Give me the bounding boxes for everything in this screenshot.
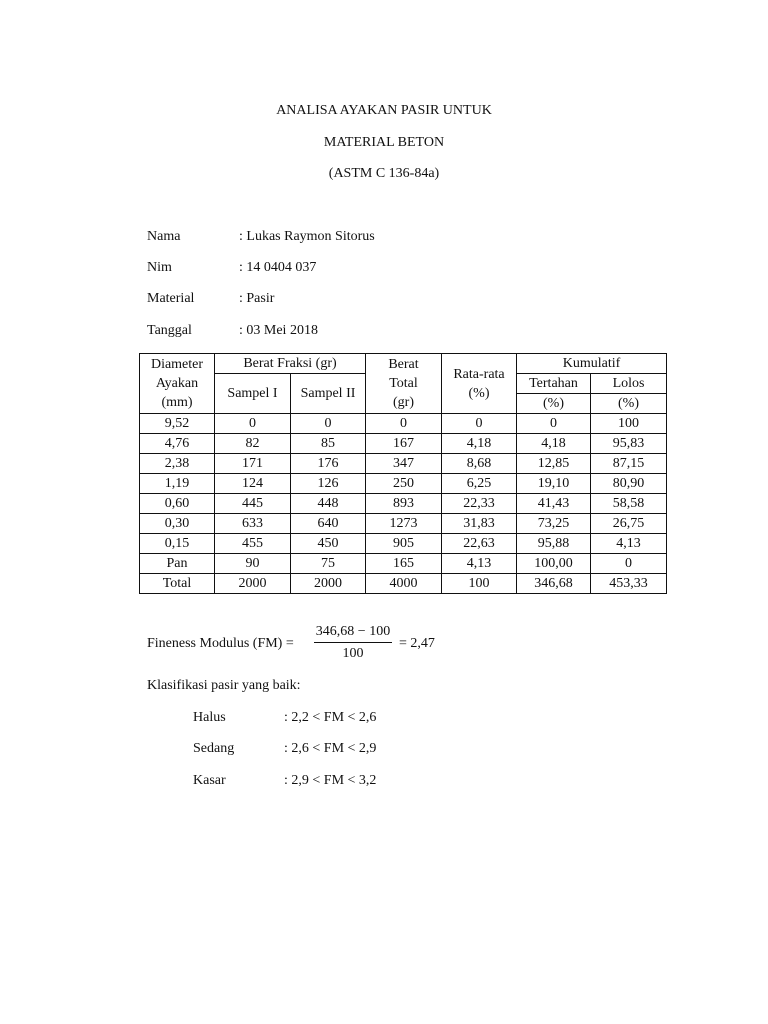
cell-lolos: 4,13 — [591, 534, 667, 554]
cell-berat-total: 0 — [366, 414, 442, 434]
cell-lolos: 87,15 — [591, 454, 667, 474]
cell-sampel-2: 448 — [291, 494, 366, 514]
table-body — [140, 414, 667, 594]
header-text: (gr) — [393, 395, 414, 410]
header-lolos-unit: (%) — [591, 394, 667, 414]
cell-sampel-1: 90 — [215, 554, 291, 574]
cell-sampel-2: 75 — [291, 554, 366, 574]
cell-tertahan: 73,25 — [517, 514, 591, 534]
cell-rata-rata: 8,68 — [442, 454, 517, 474]
klasifikasi-heading: Klasifikasi pasir yang baik: — [147, 678, 301, 693]
info-value: : Pasir — [239, 291, 275, 306]
cell-berat-total: 167 — [366, 434, 442, 454]
cell-sampel-2: 176 — [291, 454, 366, 474]
cell-tertahan: 19,10 — [517, 474, 591, 494]
title-line-3: (ASTM C 136-84a) — [328, 166, 440, 181]
header-kumulatif: Kumulatif — [517, 354, 667, 374]
header-tertahan-unit: (%) — [517, 394, 591, 414]
cell-rata-rata: 31,83 — [442, 514, 517, 534]
cell-lolos: 453,33 — [591, 574, 667, 594]
table-row — [140, 534, 667, 554]
cell-rata-rata: 22,63 — [442, 534, 517, 554]
cell-rata-rata: 6,25 — [442, 474, 517, 494]
header-text: Total — [389, 376, 418, 391]
cell-sampel-1: 445 — [215, 494, 291, 514]
cell-rata-rata: 22,33 — [442, 494, 517, 514]
title-line-2: MATERIAL BETON — [323, 135, 445, 150]
header-text: Ayakan — [155, 376, 199, 391]
cell-sampel-1: 171 — [215, 454, 291, 474]
header-text: (%) — [468, 385, 490, 401]
fm-label: Fineness Modulus (FM) = — [147, 636, 294, 651]
header-sampel-1: Sampel I — [215, 374, 291, 414]
header-rata-rata — [442, 354, 517, 414]
cell-berat-total: 1273 — [366, 514, 442, 534]
cell-sampel-2: 126 — [291, 474, 366, 494]
cell-lolos: 100 — [591, 414, 667, 434]
header-text: Berat — [388, 357, 419, 372]
cell-tertahan: 0 — [517, 414, 591, 434]
class-name: Kasar — [193, 773, 226, 788]
cell-diameter: 1,19 — [140, 474, 215, 494]
cell-rata-rata: 0 — [442, 414, 517, 434]
cell-tertahan: 346,68 — [517, 574, 591, 594]
table-row — [140, 514, 667, 534]
table-row-total — [140, 574, 667, 594]
table-header — [140, 354, 667, 414]
cell-sampel-1: 0 — [215, 414, 291, 434]
cell-diameter: Pan — [140, 554, 215, 574]
fm-result: = 2,47 — [399, 636, 435, 651]
cell-sampel-1: 2000 — [215, 574, 291, 594]
cell-berat-total: 165 — [366, 554, 442, 574]
cell-sampel-2: 450 — [291, 534, 366, 554]
header-text: Diameter — [150, 357, 204, 372]
info-value: : 14 0404 037 — [239, 260, 317, 275]
cell-diameter: 0,60 — [140, 494, 215, 514]
fm-numerator: 346,68 − 100 — [315, 624, 391, 639]
table-row — [140, 554, 667, 574]
table-row — [140, 494, 667, 514]
cell-diameter: 9,52 — [140, 414, 215, 434]
cell-berat-total: 893 — [366, 494, 442, 514]
cell-diameter: 2,38 — [140, 454, 215, 474]
cell-sampel-1: 455 — [215, 534, 291, 554]
header-text: (mm) — [161, 395, 193, 410]
info-label: Material — [147, 291, 195, 306]
cell-lolos: 80,90 — [591, 474, 667, 494]
cell-tertahan: 4,18 — [517, 434, 591, 454]
cell-sampel-2: 85 — [291, 434, 366, 454]
cell-rata-rata: 4,18 — [442, 434, 517, 454]
cell-berat-total: 347 — [366, 454, 442, 474]
header-lolos: Lolos — [591, 374, 667, 394]
header-row-1 — [140, 354, 667, 374]
cell-lolos: 95,83 — [591, 434, 667, 454]
cell-rata-rata: 4,13 — [442, 554, 517, 574]
cell-sampel-1: 82 — [215, 434, 291, 454]
info-label: Nim — [147, 260, 172, 275]
table-row — [140, 414, 667, 434]
cell-diameter: 0,15 — [140, 534, 215, 554]
cell-berat-total: 4000 — [366, 574, 442, 594]
class-range: : 2,2 < FM < 2,6 — [284, 710, 377, 725]
header-text: Rata-rata — [453, 366, 505, 382]
sieve-analysis-table — [139, 353, 667, 594]
info-value: : 03 Mei 2018 — [239, 323, 318, 338]
table-row — [140, 474, 667, 494]
class-range: : 2,6 < FM < 2,9 — [284, 741, 377, 756]
cell-tertahan: 100,00 — [517, 554, 591, 574]
class-name: Halus — [193, 710, 226, 725]
cell-diameter: 4,76 — [140, 434, 215, 454]
table-row — [140, 434, 667, 454]
info-label: Tanggal — [147, 323, 192, 338]
cell-sampel-2: 2000 — [291, 574, 366, 594]
class-name: Sedang — [193, 741, 235, 756]
cell-tertahan: 41,43 — [517, 494, 591, 514]
fm-denominator: 100 — [342, 646, 364, 661]
header-diameter — [140, 354, 215, 414]
cell-sampel-1: 124 — [215, 474, 291, 494]
cell-tertahan: 12,85 — [517, 454, 591, 474]
header-tertahan: Tertahan — [517, 374, 591, 394]
class-range: : 2,9 < FM < 3,2 — [284, 773, 377, 788]
cell-sampel-2: 640 — [291, 514, 366, 534]
fm-fraction — [314, 624, 392, 662]
cell-tertahan: 95,88 — [517, 534, 591, 554]
cell-sampel-1: 633 — [215, 514, 291, 534]
header-berat-total — [366, 354, 442, 414]
cell-lolos: 0 — [591, 554, 667, 574]
table-row — [140, 454, 667, 474]
header-berat-fraksi: Berat Fraksi (gr) — [215, 354, 366, 374]
cell-rata-rata: 100 — [442, 574, 517, 594]
header-sampel-2: Sampel II — [291, 374, 366, 414]
cell-diameter: Total — [140, 574, 215, 594]
info-label: Nama — [147, 229, 181, 244]
title-line-1: ANALISA AYAKAN PASIR UNTUK — [276, 103, 492, 118]
cell-diameter: 0,30 — [140, 514, 215, 534]
cell-sampel-2: 0 — [291, 414, 366, 434]
fraction-bar — [314, 642, 392, 643]
cell-lolos: 26,75 — [591, 514, 667, 534]
info-value: : Lukas Raymon Sitorus — [239, 229, 375, 244]
cell-berat-total: 250 — [366, 474, 442, 494]
cell-berat-total: 905 — [366, 534, 442, 554]
cell-lolos: 58,58 — [591, 494, 667, 514]
